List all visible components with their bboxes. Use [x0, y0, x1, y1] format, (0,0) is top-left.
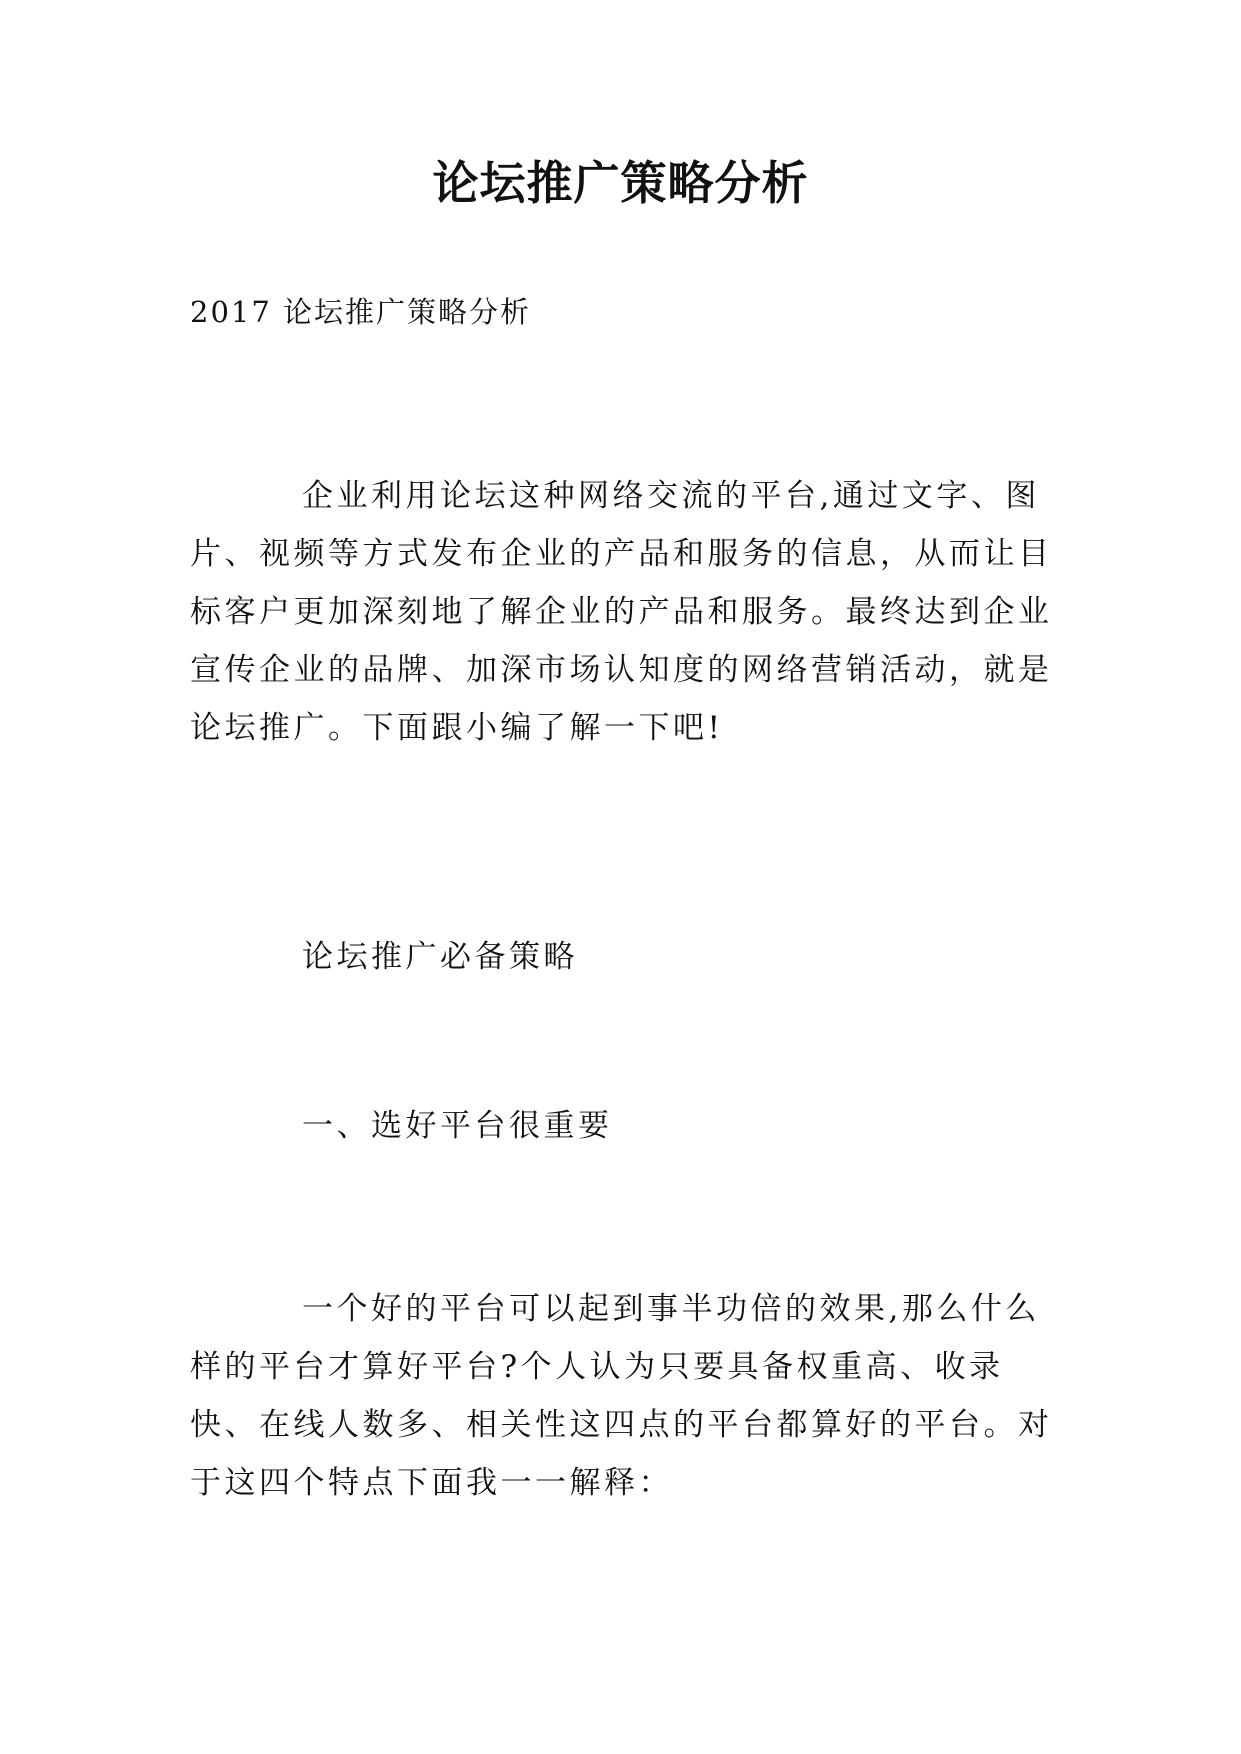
intro-paragraph: 企业利用论坛这种网络交流的平台,通过文字、图片、视频等方式发布企业的产品和服务的信息，从而让目标客户更加深刻地了解企业的产品和服务。最终达到企业宣传企业的品牌、加深市场认知度的网络营销活动，就是论坛推广。下面跟小编了解一下吧!: [190, 478, 1053, 746]
section-heading: 论坛推广必备策略: [302, 939, 578, 975]
document-title: 论坛推广策略分析: [432, 156, 809, 210]
subsection-heading: 一、选好平台很重要: [302, 1108, 613, 1144]
document-subtitle: 2017 论坛推广策略分析: [190, 295, 532, 329]
body-paragraph: 一个好的平台可以起到事半功倍的效果,那么什么样的平台才算好平台?个人认为只要具备权重高、收录快、在线人数多、相关性这四点的平台都算好的平台。对于这四个特点下面我一一解释：: [190, 1291, 1053, 1501]
